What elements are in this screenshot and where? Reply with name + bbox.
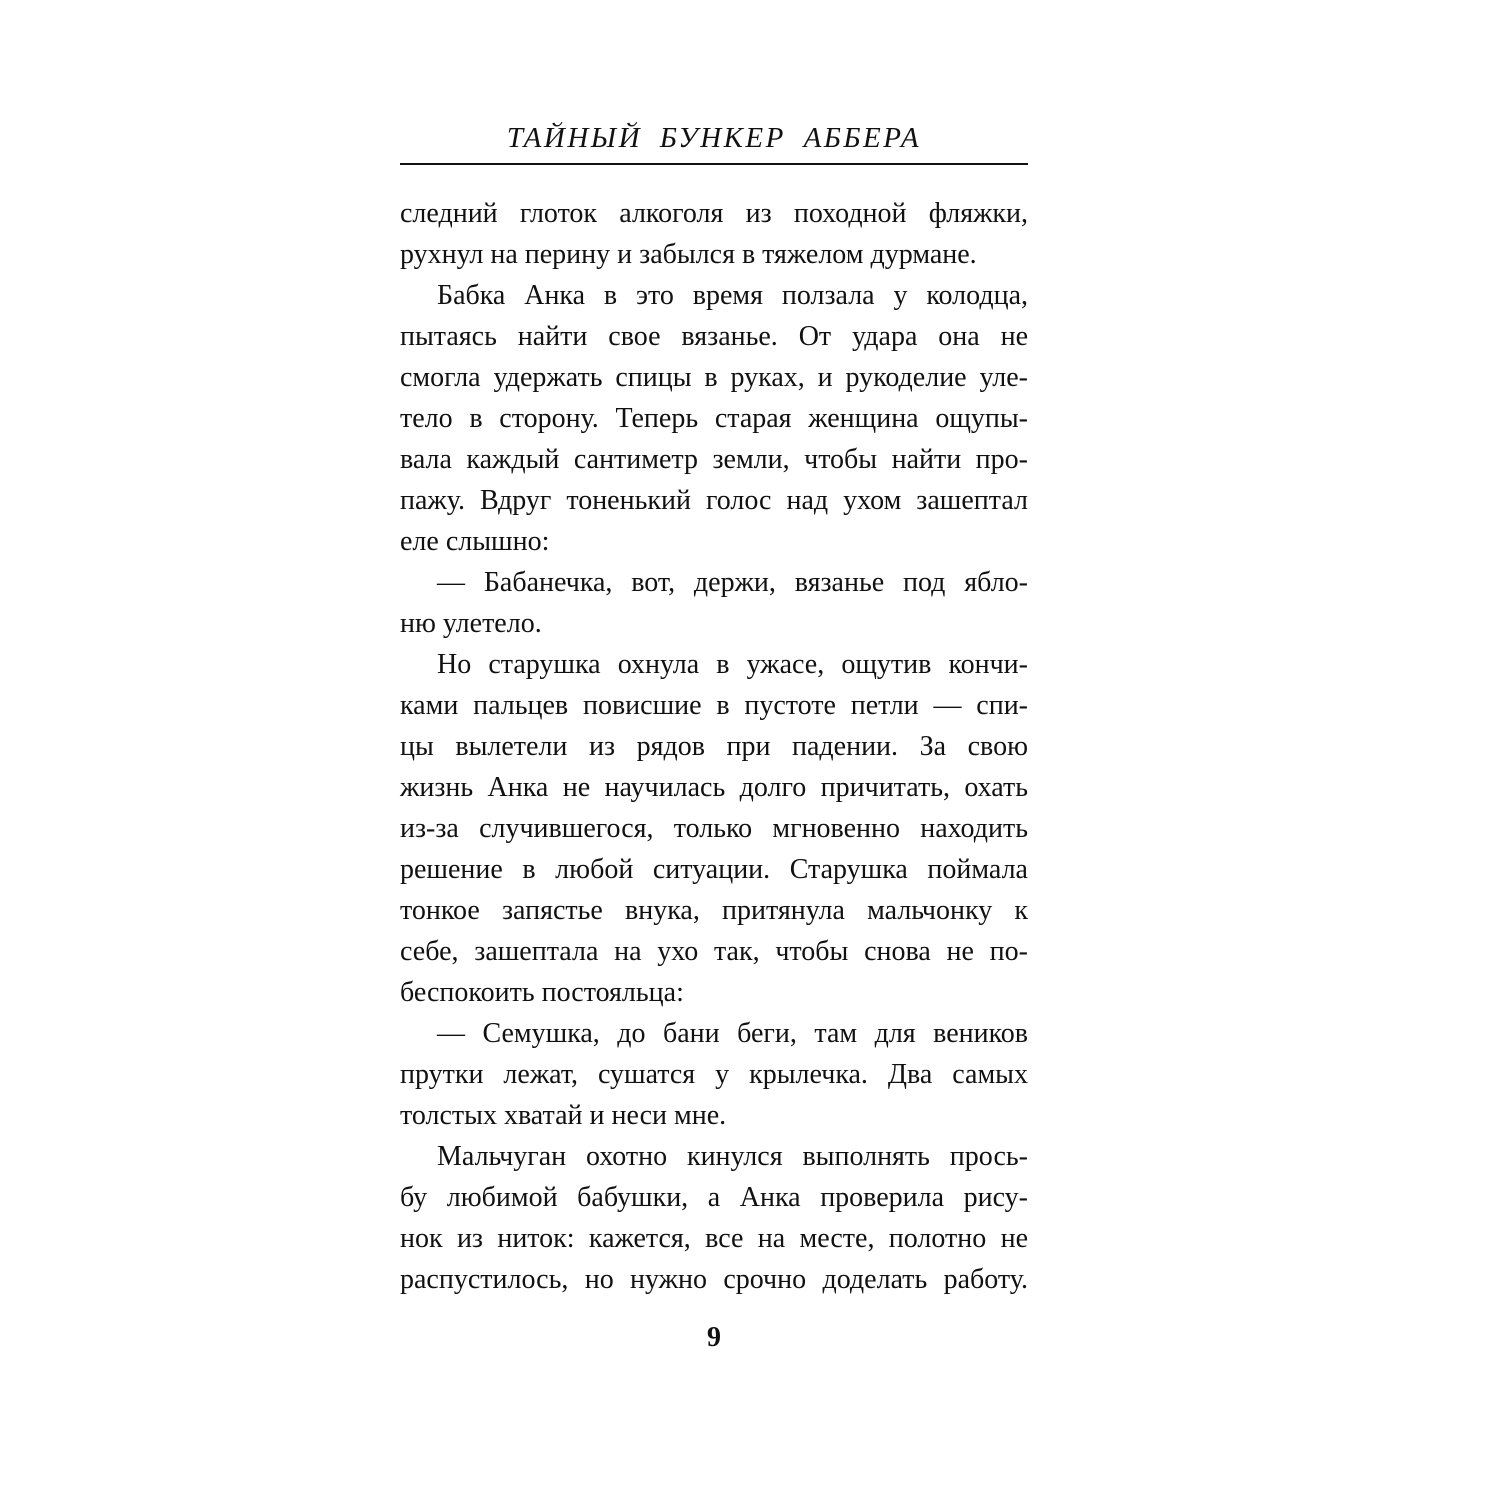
text-line: себе, зашептала на ухо так, чтобы снова не по-: [400, 936, 1028, 967]
text-line: решение в любой ситуации. Старушка поймала: [400, 854, 1028, 885]
page-number: 9: [707, 1322, 721, 1353]
text-line: — Семушка, до бани беги, там для веников: [437, 1018, 1028, 1049]
text-line: Бабка Анка в это время ползала у колодца,: [437, 280, 1028, 311]
text-line: тонкое запястье внука, притянула мальчонку к: [400, 895, 1028, 926]
book-page: [400, 0, 1028, 1500]
text-line: цы вылетели из рядов при падении. За свою: [400, 731, 1028, 762]
text-line: вала каждый сантиметр земли, чтобы найти про-: [400, 444, 1028, 475]
running-head: ТАЙНЫЙ БУНКЕР АББЕРА: [506, 122, 922, 154]
text-line: ками пальцев повисшие в пустоте петли — спи-: [400, 690, 1028, 721]
text-line: толстых хватай и неси мне.: [400, 1100, 727, 1131]
text-line: бу любимой бабушки, а Анка проверила рису-: [400, 1182, 1028, 1213]
text-line: — Бабанечка, вот, держи, вязанье под ябло-: [437, 567, 1028, 598]
text-line: нок из ниток: кажется, все на месте, полотно не: [400, 1223, 1028, 1254]
text-line: пажу. Вдруг тоненький голос над ухом зашептал: [400, 485, 1028, 516]
text-line: смогла удержать спицы в руках, и рукоделие уле-: [400, 362, 1028, 393]
text-line: рухнул на перину и забылся в тяжелом дурмане.: [400, 239, 977, 270]
text-line: из-за случившегося, только мгновенно находить: [400, 813, 1028, 844]
text-line: тело в сторону. Теперь старая женщина ощупы-: [400, 403, 1028, 434]
text-line: ню улетело.: [400, 608, 542, 639]
text-line: Мальчуган охотно кинулся выполнять прось-: [437, 1141, 1028, 1172]
text-line: беспокоить постояльца:: [400, 977, 684, 1008]
text-line: Но старушка охнула в ужасе, ощутив кончи-: [437, 649, 1028, 680]
text-line: пытаясь найти свое вязанье. От удара она не: [400, 321, 1028, 352]
text-line: еле слышно:: [400, 526, 550, 557]
header-rule: [400, 163, 1028, 165]
text-line: следний глоток алкоголя из походной фляжки,: [400, 198, 1028, 229]
text-line: распустилось, но нужно срочно доделать работу.: [400, 1264, 1028, 1295]
text-line: прутки лежат, сушатся у крылечка. Два самых: [400, 1059, 1028, 1090]
text-line: жизнь Анка не научилась долго причитать, охать: [400, 772, 1028, 803]
body-text: [400, 193, 1028, 1300]
